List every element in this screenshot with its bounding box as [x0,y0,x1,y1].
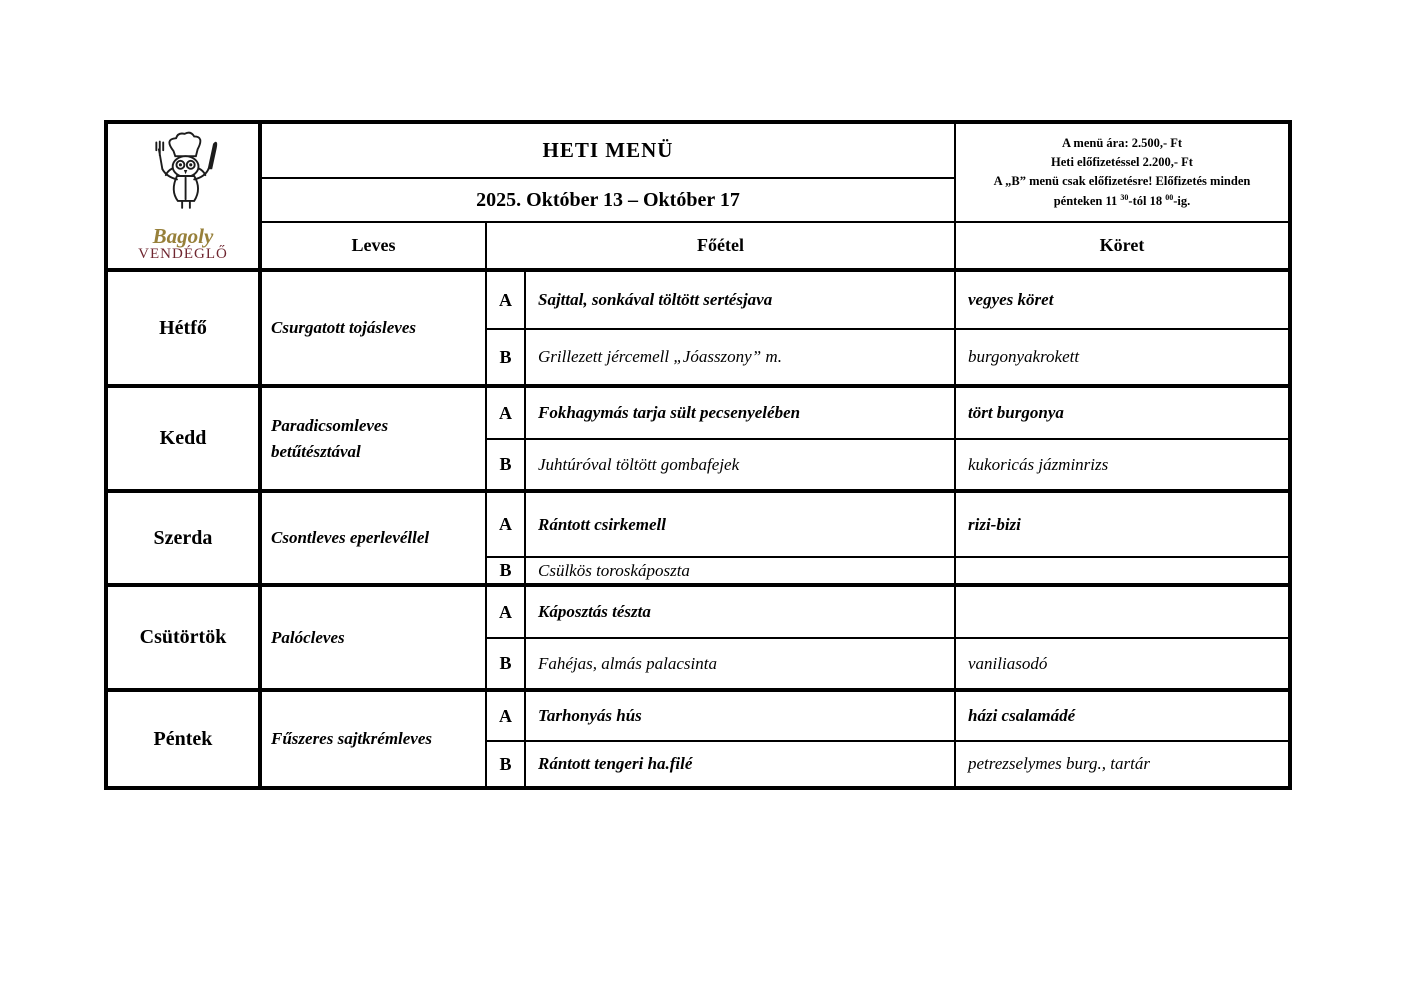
day-label-tuesday: Kedd [108,388,262,493]
column-header-main: Főétel [487,223,956,272]
side-dish-cell: vegyes köret [956,272,1288,330]
side-dish-cell: petrezselymes burg., tartár [968,754,1150,773]
day-label-friday: Péntek [108,692,262,786]
option-label: A [487,587,526,639]
day-label-thursday: Csütörtök [108,587,262,692]
option-label: B [487,330,526,388]
main-dish-cell: Rántott tengeri ha.filé [526,742,956,786]
weekly-menu-table [104,120,1292,790]
price-note-box [956,124,1288,223]
main-dish-cell: Rántott csirkemell [526,493,956,558]
side-dish-cell: burgonyakrokett [956,330,1288,388]
side-dish-cell: tört burgonya [956,388,1288,440]
day-label-wednesday: Szerda [108,493,262,587]
soup-cell-tuesday: Paradicsomleves betűtésztával [262,388,487,493]
logo-subtitle: VENDÉGLŐ [138,245,228,262]
option-label: B [487,558,526,587]
option-label: A [487,272,526,330]
option-label: A [487,388,526,440]
main-dish-cell: Juhtúróval töltött gombafejek [526,440,956,493]
side-dish-cell: vaniliasodó [956,639,1288,692]
logo-name: Bagoly [152,223,214,248]
main-dish-cell: Káposztás tészta [526,587,956,639]
price-line-3: A „B” menü csak előfizetésre! Előfizetés minden [993,174,1251,189]
option-label: A [487,493,526,558]
soup-cell-thursday: Palócleves [262,587,487,692]
price-line-4: pénteken 11 $^{30}$-tól 18 $^{00}$-ig. [1053,192,1191,208]
owl-chef-logo-icon [140,130,226,227]
main-dish-cell: Csülkös toroskáposzta [526,558,956,587]
main-dish-cell: Sajttal, sonkával töltött sertésjava [526,272,956,330]
soup-cell-monday: Csurgatott tojásleves [262,272,487,388]
logo-cell [108,124,262,272]
option-label: B [487,639,526,692]
date-range: 2025. Október 13 – Október 17 [476,188,740,211]
side-dish-cell [956,587,1288,639]
side-dish-cell: kukoricás jázminrizs [956,440,1288,493]
main-dish-cell: Tarhonyás hús [526,692,956,742]
main-dish-cell: Fahéjas, almás palacsinta [526,639,956,692]
column-header-side: Köret [956,223,1288,272]
date-range-cell [262,179,956,223]
side-dish-cell: rizi-bizi [956,493,1288,558]
menu-title: HETI MENÜ [542,138,674,162]
column-header-soup: Leves [262,223,487,272]
option-label: A [487,692,526,742]
price-line-1: A menü ára: 2.500,- Ft [1061,135,1183,150]
soup-cell-wednesday: Csontleves eperlevéllel [262,493,487,587]
soup-cell-friday: Fűszeres sajtkrémleves [262,692,487,786]
option-label: B [487,440,526,493]
option-label: B [487,742,526,786]
menu-title-cell [262,124,956,179]
price-line-2: Heti előfizetéssel 2.200,- Ft [1051,155,1193,170]
day-label-monday: Hétfő [108,272,262,388]
main-dish-cell: Fokhagymás tarja sült pecsenyelében [526,388,956,440]
side-dish-cell: házi csalamádé [956,692,1288,742]
price-note-text [956,130,1288,216]
main-dish-cell: Grillezett jércemell „Jóasszony” m. [526,330,956,388]
side-dish-cell [956,558,1288,587]
